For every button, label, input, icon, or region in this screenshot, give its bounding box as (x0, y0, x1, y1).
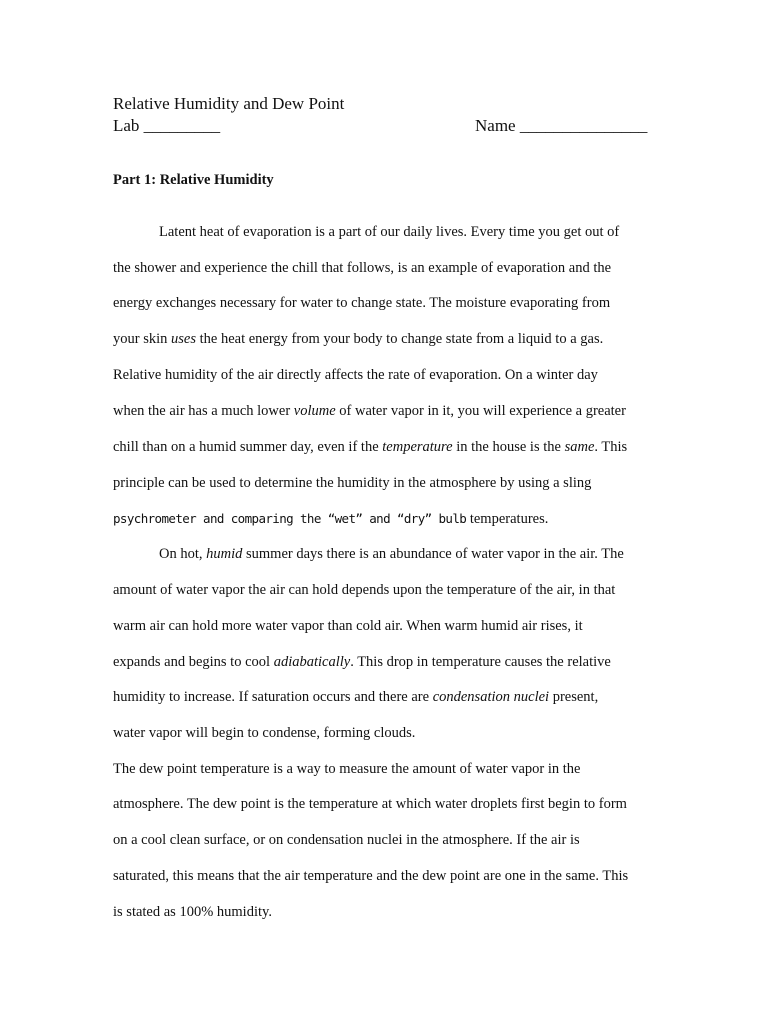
text-run: chill than on a humid summer day, even if the (113, 439, 383, 455)
text-run: your skin (113, 331, 171, 347)
name-label: Name _______________ (475, 116, 648, 135)
emphasis-adiabatically: adiabatically (273, 654, 351, 670)
text-run: . This (594, 439, 628, 455)
text-run: of water vapor in it, you will experience a greater (335, 403, 626, 419)
p1-line-3: energy exchanges necessary for water to change state. The moisture evaporating from (113, 295, 611, 311)
emphasis-volume: volume (293, 403, 336, 419)
p1-line-8: principle can be used to determine the humidity in the atmosphere by using a sling (113, 475, 592, 491)
emphasis-temperature: temperature (382, 439, 453, 455)
p1-line-7 (113, 438, 627, 456)
p2-line-3: warm air can hold more water vapor than cold air. When warm humid air rises, it (113, 618, 583, 634)
p3-line-4: saturated, this means that the air temperature and the dew point are one in the same. This (113, 868, 629, 884)
text-run: temperatures. (466, 511, 549, 527)
lab-label: Lab _________ (113, 116, 221, 135)
p3-line-5: is stated as 100% humidity. (113, 904, 272, 920)
p2-line-5 (113, 688, 598, 706)
text-run: in the house is the (452, 439, 565, 455)
p2-line-4 (113, 653, 611, 671)
p1-line-1: Latent heat of evaporation is a part of our daily lives. Every time you get out of (159, 224, 620, 240)
p1-line-9 (113, 510, 548, 528)
p1-line-4 (113, 330, 603, 348)
p1-line-5: Relative humidity of the air directly affects the rate of evaporation. On a winter day (113, 367, 598, 383)
text-run: present, (549, 689, 599, 705)
part1-heading: Part 1: Relative Humidity (113, 172, 274, 188)
emphasis-humid: humid (206, 546, 243, 562)
text-run: when the air has a much lower (113, 403, 294, 419)
p2-line-6: water vapor will begin to condense, forming clouds. (113, 725, 416, 741)
p1-line-2: the shower and experience the chill that follows, is an example of evaporation and the (113, 260, 612, 276)
emphasis-uses: uses (171, 331, 196, 347)
text-run: the heat energy from your body to change state from a liquid to a gas. (195, 331, 604, 347)
p2-line-2: amount of water vapor the air can hold depends upon the temperature of the air, in that (113, 582, 616, 598)
text-run: summer days there is an abundance of water vapor in the air. The (242, 546, 624, 562)
p3-line-1: The dew point temperature is a way to measure the amount of water vapor in the (113, 761, 581, 777)
p2-line-1 (159, 545, 624, 563)
emphasis-condensation-nuclei: condensation nuclei (432, 689, 550, 705)
p1-line-6 (113, 402, 626, 420)
text-run-mono: psychrometer and comparing the “wet” and “dry” bulb (113, 511, 467, 526)
text-run: humidity to increase. If saturation occurs and there are (113, 689, 433, 705)
text-run: . This drop in temperature causes the relative (350, 654, 611, 670)
text-run: expands and begins to cool (113, 654, 274, 670)
document-title: Relative Humidity and Dew Point (113, 94, 345, 113)
p3-line-2: atmosphere. The dew point is the temperature at which water droplets first begin to form (113, 796, 627, 812)
text-run: On hot, (159, 546, 207, 562)
p3-line-3: on a cool clean surface, or on condensation nuclei in the atmosphere. If the air is (113, 832, 580, 848)
emphasis-same: same (564, 439, 595, 455)
